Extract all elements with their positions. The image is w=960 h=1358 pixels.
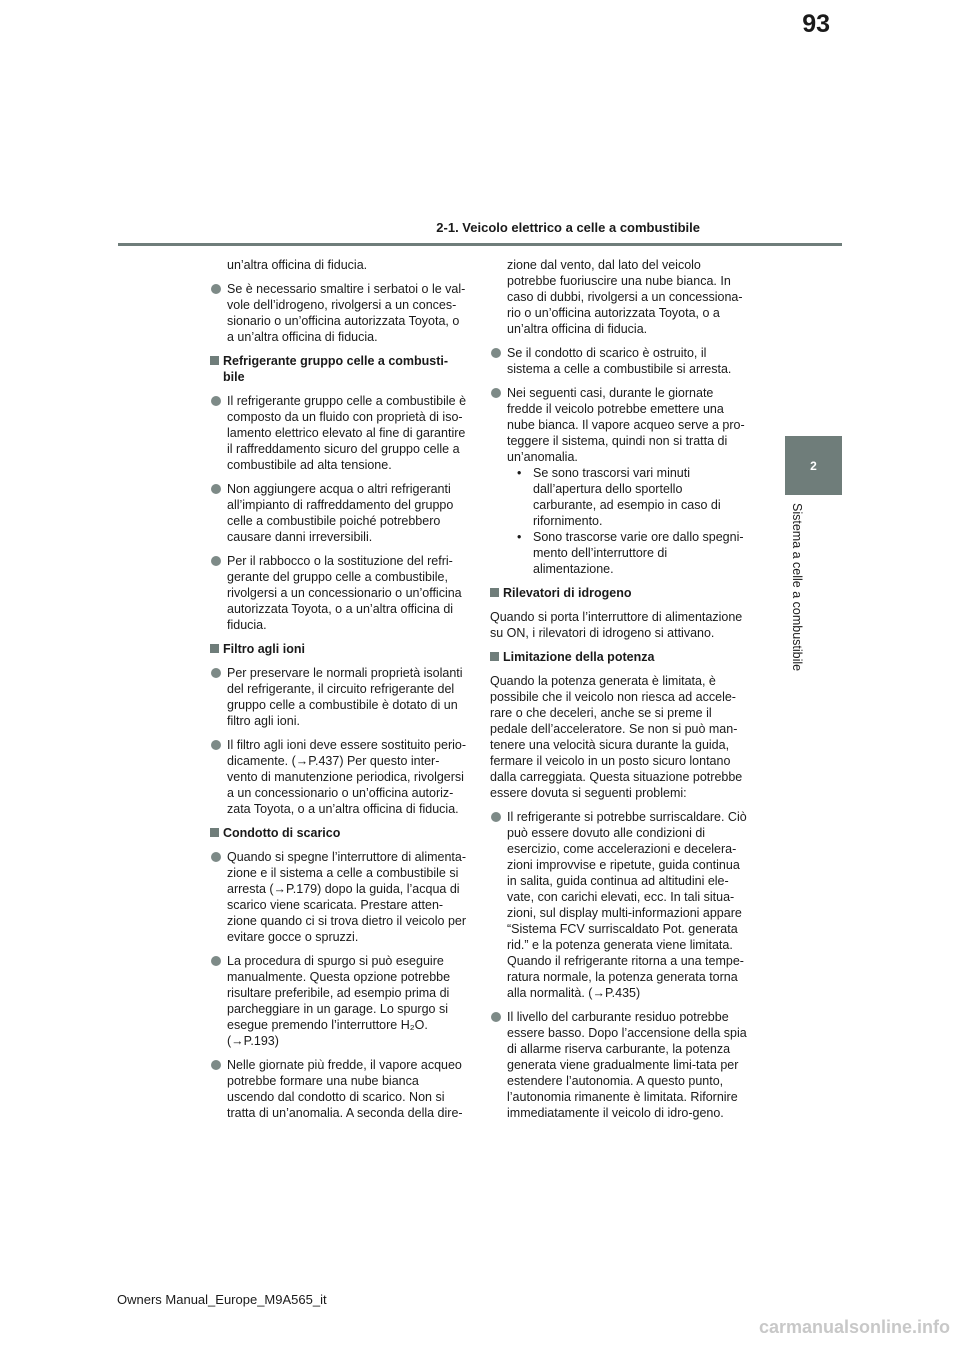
bullet-text: Il filtro agli ioni deve essere sostituito perio-dicamente. (→P.437) Per questo inter-vento di manutenzione periodica, rivolgersi a un concessionario o un’officina autoriz-zata Toyota, o a un’altra officina di fiducia. [227, 738, 467, 816]
heading-text: Condotto di scarico [223, 826, 341, 840]
bullet-icon [211, 740, 221, 750]
heading-text: Filtro agli ioni [223, 642, 305, 656]
bullet-item [210, 737, 468, 817]
bullet-text: La procedura di spurgo si può eseguire manualmente. Questa opzione potrebbe risultare preferibile, ad esempio prima di parcheggiare in un garage. Lo spurgo si esegue premendo l’interruttore H₂O. (→P.193) [227, 954, 451, 1048]
bullet-item [210, 553, 468, 633]
square-icon [490, 588, 499, 597]
bullet-text: Se il condotto di scarico è ostruito, il sistema a celle a combustibile si arresta. [507, 346, 732, 376]
heading-text: Limitazione della potenza [503, 650, 655, 664]
bullet-item [210, 281, 468, 345]
chapter-tab [785, 436, 842, 495]
chapter-title: Sistema a celle a combustibile [790, 503, 804, 672]
bullet-text: Nelle giornate più fredde, il vapore acqueo potrebbe formare una nube bianca uscendo dal condotto di scarico. Non si tratta di un’anomalia. A seconda della dire- [227, 1058, 463, 1120]
square-icon [210, 828, 219, 837]
sub-list-text: Sono trascorse varie ore dallo spegni-mento dell’interruttore di alimentazione. [533, 530, 744, 576]
bullet-icon [211, 284, 221, 294]
bullet-icon [491, 388, 501, 398]
bullet-item [490, 1009, 748, 1121]
bullet-icon [211, 956, 221, 966]
bullet-icon [211, 668, 221, 678]
bullet-text: Se è necessario smaltire i serbatoi o le val-vole dell’idrogeno, rivolgersi a un conces-sionario o un’officina autorizzata Toyota, o a un’altra officina di fiducia. [227, 282, 466, 344]
watermark: carmanualsonline.info [758, 1317, 950, 1337]
paragraph: zione dal vento, dal lato del veicolo potrebbe fuoriuscire una nube bianca. In caso di dubbi, rivolgersi a un concessiona-rio o un’officina autorizzata Toyota, o a un’altra officina di fiducia. [507, 258, 743, 336]
sub-bullet-marker: • [517, 466, 522, 480]
section-title: 2-1. Veicolo elettrico a celle a combustibile [436, 220, 700, 235]
subsection-heading [210, 641, 468, 657]
paragraph: Quando la potenza generata è limitata, è possibile che il veicolo non riesca ad accele-rare o che deceleri, anche se si preme il pedale dell’acceleratore. Se non si può man-tenere una velocità sicura durante la guida, fermare il veicolo in un posto sicuro lontano dalla carreggiata. Questa situazione potrebbe essere dovuta si seguenti problemi: [490, 674, 743, 800]
bullet-text: Non aggiungere acqua o altri refrigeranti all’impianto di raffreddamento del gruppo celle a combustibile poiché potrebbero causare danni irreversibili. [227, 482, 454, 544]
chapter-side-label [786, 503, 806, 693]
bullet-text: Il refrigerante gruppo celle a combustibile è composto da un fluido con proprietà di iso-lamento elettrico elevato al fine di garantire il raffreddamento sicuro del gruppo celle a combustibile ad alta tensione. [227, 394, 467, 472]
bullet-text: Per il rabbocco o la sostituzione del refri-gerante del gruppo celle a combustibile, rivolgersi a un concessionario o un’officina autorizzata Toyota, o a un’altra officina di fiducia. [227, 554, 462, 632]
bullet-icon [211, 1060, 221, 1070]
page-number: 93 [802, 10, 830, 38]
bullet-item [210, 393, 468, 473]
sub-list-item [507, 529, 748, 577]
bullet-text: Il livello del carburante residuo potrebbe essere basso. Dopo l’accensione della spia di allarme riserva carburante, la potenza generata viene gradualmente limi-tata per estendere l’autonomia. A questo punto, l’autonomia rimanente è limitata. Rifornire immediatamente il veicolo di idro-geno. [507, 1010, 747, 1120]
bullet-icon [211, 484, 221, 494]
square-icon [210, 356, 219, 365]
manual-name: Owners Manual_Europe_M9A565_it [117, 1292, 327, 1307]
bullet-item [210, 953, 468, 1049]
bullet-icon [491, 348, 501, 358]
bullet-text: Il refrigerante si potrebbe surriscaldare. Ciò può essere dovuto alle condizioni di esercizio, come accelerazioni e decelera-zioni improvvise e ripetute, guida continua in salita, guida continua ad altitudini ele-vate, con carichi elevati, ecc. In tali situa-zioni, sul display multi-informazioni appare “Sistema FCV surriscaldato Pot. generata rid.” e la potenza generata viene limitata. Quando il refrigerante ritorna a una tempe-ratura normale, la potenza generata torna alla normalità. (→P.435) [507, 810, 747, 1000]
bullet-item [210, 665, 468, 729]
bullet-item [490, 385, 748, 577]
bullet-icon [491, 812, 501, 822]
left-column [210, 257, 468, 1129]
bullet-text: Per preservare le normali proprietà isolanti del refrigerante, il circuito refrigerante del gruppo celle a combustibile è dotato di un filtro agli ioni. [227, 666, 463, 728]
bullet-icon [491, 1012, 501, 1022]
sub-list-item [507, 465, 748, 529]
subsection-heading [490, 585, 748, 601]
paragraph: Quando si porta l’interruttore di alimentazione su ON, i rilevatori di idrogeno si attivano. [490, 610, 743, 640]
header-rule [118, 243, 842, 246]
bullet-text: Quando si spegne l’interruttore di alimenta-zione e il sistema a celle a combustibile si arresta (→P.179) dopo la guida, l’acqua di scarico viene scaricata. Prestare atten-zione quando ci si trova dietro il veicolo per evitare gocce o spruzzi. [227, 850, 467, 944]
chapter-number: 2 [810, 458, 817, 473]
bullet-item [210, 1057, 468, 1121]
paragraph: un’altra officina di fiducia. [227, 258, 368, 272]
bullet-icon [211, 556, 221, 566]
sub-list-text: Se sono trascorsi vari minuti dall’apertura dello sportello carburante, ad esempio in caso di rifornimento. [533, 466, 721, 528]
subsection-heading [210, 353, 468, 385]
heading-text: Rilevatori di idrogeno [503, 586, 632, 600]
sub-bullet-marker: • [517, 530, 522, 544]
bullet-item [210, 481, 468, 545]
bullet-text: Nei seguenti casi, durante le giornate fredde il veicolo potrebbe emettere una nube bianca. Il vapore acqueo serve a pro-teggere il sistema, quindi non si tratta di un’anomalia. [507, 386, 745, 464]
bullet-icon [211, 852, 221, 862]
bullet-icon [211, 396, 221, 406]
subsection-heading [210, 825, 468, 841]
square-icon [490, 652, 499, 661]
subsection-heading [490, 649, 748, 665]
bullet-item [210, 849, 468, 945]
right-column [490, 257, 748, 1129]
heading-text: Refrigerante gruppo celle a combusti-bile [223, 354, 449, 384]
bullet-item [490, 809, 748, 1001]
bullet-item [490, 345, 748, 377]
square-icon [210, 644, 219, 653]
